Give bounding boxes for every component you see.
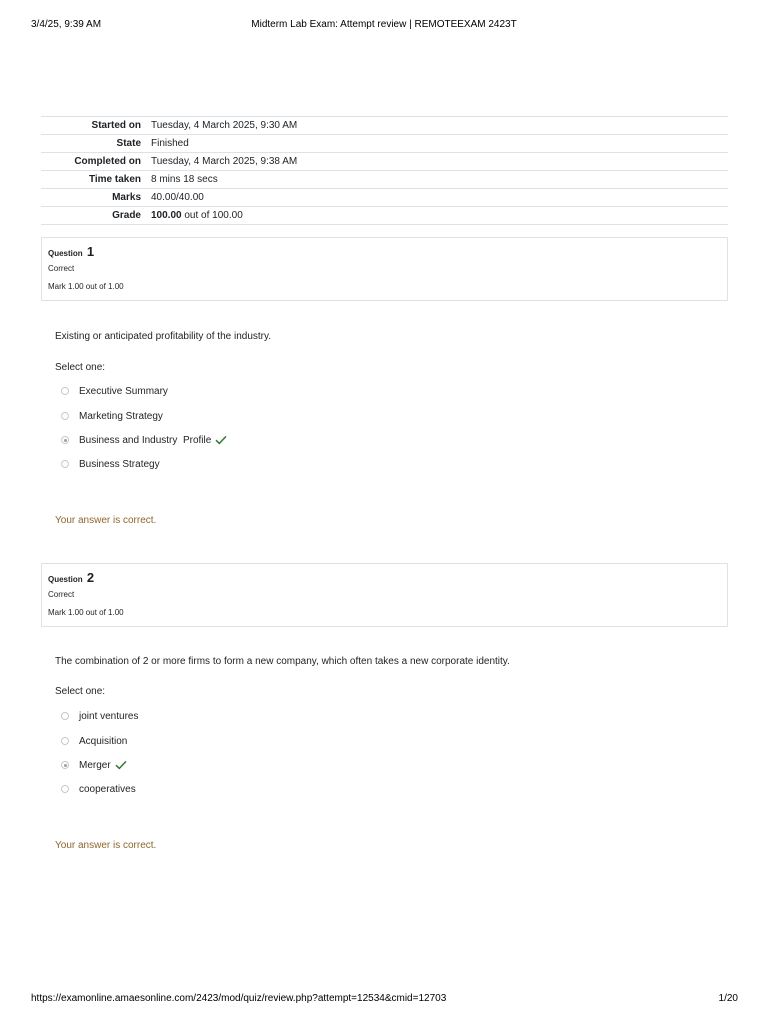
summary-row (41, 117, 728, 135)
question-text: The combination of 2 or more firms to form a new company, which often takes a new corporate identity. (55, 656, 510, 667)
summary-label: Grade (41, 207, 151, 225)
summary-value: Tuesday, 4 March 2025, 9:38 AM (151, 153, 728, 171)
option-label: Marketing Strategy (79, 410, 163, 422)
question-number: Question 2 (48, 570, 95, 585)
summary-row (41, 153, 728, 171)
answer-option[interactable] (61, 433, 227, 447)
summary-label: Completed on (41, 153, 151, 171)
print-url: https://examonline.amaesonline.com/2423/mod/quiz/review.php?attempt=12534&cmid=12703 (31, 993, 447, 1004)
question-number: Question 1 (48, 244, 95, 259)
print-footer (0, 993, 768, 1007)
summary-row (41, 189, 728, 207)
answer-option[interactable] (61, 384, 168, 398)
summary-row (41, 135, 728, 153)
question-state: Correct (48, 264, 75, 273)
summary-value (151, 207, 728, 225)
radio-button[interactable] (61, 712, 69, 720)
radio-button[interactable] (61, 387, 69, 395)
radio-button[interactable] (61, 460, 69, 468)
answer-option[interactable] (61, 457, 160, 471)
correct-check-icon (115, 760, 127, 770)
answer-option[interactable] (61, 782, 136, 796)
option-label: Executive Summary (79, 385, 168, 397)
answer-option[interactable] (61, 758, 127, 772)
option-label: Acquisition (79, 735, 128, 747)
select-one-prompt: Select one: (55, 362, 106, 373)
summary-value: 40.00/40.00 (151, 189, 728, 207)
option-label: Business Strategy (79, 458, 160, 470)
summary-row (41, 207, 728, 225)
radio-button-selected[interactable] (61, 436, 69, 444)
summary-value: 8 mins 18 secs (151, 171, 728, 189)
question-state: Correct (48, 590, 75, 599)
answer-option[interactable] (61, 734, 127, 748)
print-header (0, 19, 768, 33)
print-datetime: 3/4/25, 9:39 AM (31, 19, 102, 30)
question-mark: Mark 1.00 out of 1.00 (48, 282, 124, 291)
radio-button[interactable] (61, 412, 69, 420)
radio-button[interactable] (61, 785, 69, 793)
question-mark: Mark 1.00 out of 1.00 (48, 608, 124, 617)
option-label: joint ventures (79, 710, 139, 722)
question-text: Existing or anticipated profitability of the industry. (55, 331, 272, 342)
question-info-box (41, 563, 728, 627)
summary-value: Finished (151, 135, 728, 153)
option-label: Business and Industry Profile (79, 434, 212, 446)
answer-option[interactable] (61, 709, 138, 723)
answer-feedback: Your answer is correct. (55, 840, 157, 851)
grade-suffix: out of 100.00 (181, 210, 243, 221)
radio-button-selected[interactable] (61, 761, 69, 769)
summary-label: Started on (41, 117, 151, 135)
radio-button[interactable] (61, 737, 69, 745)
option-label: cooperatives (79, 783, 136, 795)
summary-row (41, 171, 728, 189)
summary-value: Tuesday, 4 March 2025, 9:30 AM (151, 117, 728, 135)
attempt-summary-table (41, 116, 728, 225)
summary-label: State (41, 135, 151, 153)
print-title: Midterm Lab Exam: Attempt review | REMOTEEXAM 2423T (251, 19, 517, 30)
summary-label: Marks (41, 189, 151, 207)
correct-check-icon (215, 435, 227, 445)
answer-option[interactable] (61, 409, 163, 423)
summary-label: Time taken (41, 171, 151, 189)
option-label: Merger (79, 759, 111, 771)
page-number: 1/20 (718, 993, 738, 1004)
grade-value: 100.00 (151, 210, 182, 221)
answer-feedback: Your answer is correct. (55, 515, 157, 526)
question-info-box (41, 237, 728, 301)
select-one-prompt: Select one: (55, 686, 106, 697)
